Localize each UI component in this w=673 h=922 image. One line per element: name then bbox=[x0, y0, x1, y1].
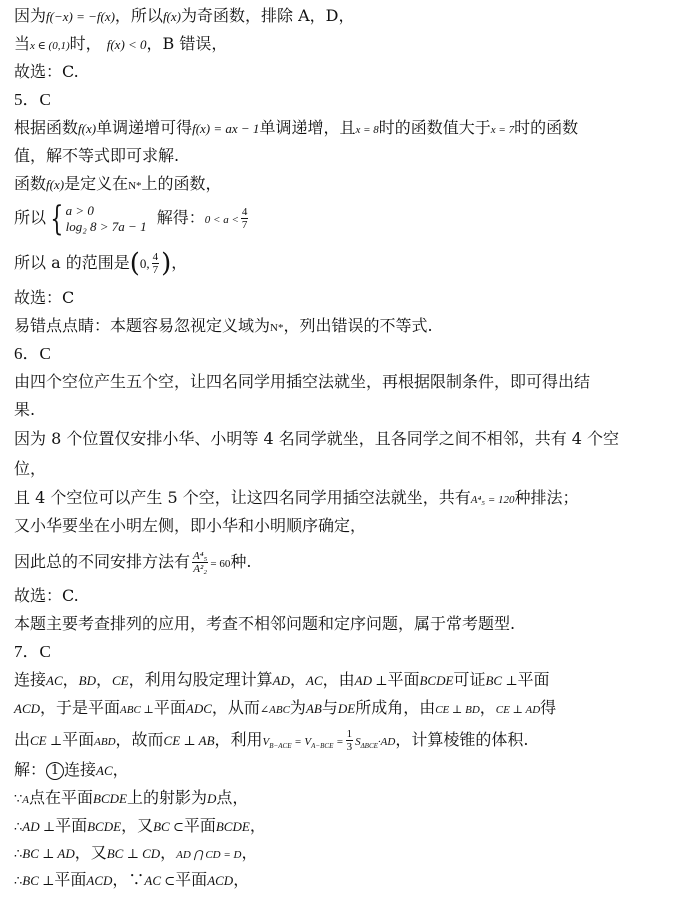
text: 可证 bbox=[453, 670, 486, 689]
text: 平面 bbox=[183, 816, 216, 835]
text: 平面 bbox=[54, 870, 87, 889]
math: ABC ⊥ bbox=[120, 704, 154, 716]
question-number: 6．C bbox=[14, 344, 51, 363]
math: ABD bbox=[94, 736, 116, 748]
fraction bbox=[192, 550, 208, 575]
text: ，由 bbox=[322, 670, 355, 689]
text-line bbox=[14, 870, 665, 891]
text: ，利用 bbox=[214, 730, 263, 749]
text: 解： bbox=[14, 760, 47, 779]
text: ，又 bbox=[121, 816, 154, 835]
paren: ) bbox=[161, 248, 172, 279]
question-number: 5．C bbox=[14, 90, 51, 109]
text-line bbox=[14, 670, 665, 691]
math: log₂ 8 > 7a − 1 bbox=[65, 218, 147, 234]
math: f(x) bbox=[162, 9, 181, 24]
math: BCDE bbox=[93, 791, 127, 806]
fraction bbox=[346, 728, 354, 753]
inequality-system bbox=[66, 203, 147, 235]
numerator: 4 bbox=[241, 206, 248, 218]
text: 点在平面 bbox=[29, 788, 94, 807]
text: ， bbox=[241, 843, 258, 862]
text: 平面 bbox=[153, 698, 186, 717]
text-line bbox=[14, 544, 665, 582]
therefore-symbol: ∴ bbox=[14, 819, 23, 834]
text: ， bbox=[160, 843, 177, 862]
math: BC ⊥ bbox=[485, 673, 518, 688]
text-line bbox=[14, 816, 665, 837]
text: 所成角，由 bbox=[355, 698, 436, 717]
text: 根据函数 bbox=[14, 118, 79, 137]
text: 出 bbox=[14, 730, 31, 749]
volume-formula bbox=[262, 736, 344, 751]
text-line bbox=[14, 488, 665, 510]
math: f(x) bbox=[78, 121, 97, 136]
text: 因为 bbox=[14, 6, 47, 25]
math: = V bbox=[291, 736, 312, 748]
text: ，于是平面 bbox=[40, 698, 121, 717]
text: 且 4 个空位可以产生 5 个空，让这四名同学用插空法就坐，共有 bbox=[14, 488, 471, 507]
text: ，计算棱锥的体积. bbox=[395, 730, 529, 749]
text-line bbox=[14, 843, 665, 865]
text-line bbox=[14, 174, 665, 196]
math: ACD bbox=[14, 701, 40, 716]
text: ，列出错误的不等式. bbox=[283, 316, 433, 335]
math: x = 8 bbox=[355, 124, 379, 136]
math: = 60 bbox=[210, 558, 231, 570]
text: 平面 bbox=[175, 870, 208, 889]
text: ， bbox=[233, 870, 250, 889]
text-line bbox=[14, 118, 665, 140]
math: AC ⊂ bbox=[144, 873, 176, 888]
math: D bbox=[207, 791, 217, 806]
math: AD ⊥ bbox=[354, 673, 388, 688]
text-line: 本题主要考查排列的应用，考查不相邻问题和定序问题，属于常考题型. bbox=[14, 614, 516, 633]
math: ACD bbox=[86, 873, 113, 888]
text: 是定义在 bbox=[64, 174, 129, 193]
math: ΔBCE bbox=[360, 742, 378, 751]
math: N* bbox=[128, 180, 142, 192]
math: BCDE bbox=[87, 819, 122, 834]
text: ， bbox=[96, 670, 113, 689]
text: 时， bbox=[69, 34, 102, 53]
denominator: 3 bbox=[346, 741, 353, 753]
text: 函数 bbox=[14, 174, 47, 193]
text: 种排法； bbox=[514, 488, 579, 507]
math: x = 7 bbox=[490, 124, 515, 136]
math: AB bbox=[305, 701, 322, 716]
math: f(x) < 0 bbox=[106, 37, 147, 52]
text: ，∵ bbox=[112, 870, 145, 889]
denominator: 7 bbox=[152, 264, 159, 276]
text: 平面 bbox=[387, 670, 420, 689]
answer-line: 故选：C. bbox=[14, 586, 79, 605]
text: 上的函数， bbox=[141, 174, 222, 193]
text-line: 因为 8 个位置仅安排小华、小明等 4 名同学就坐，且各同学之间不相邻，共有 4 个空 bbox=[14, 429, 620, 448]
text: ，故而 bbox=[115, 730, 164, 749]
math: S bbox=[355, 736, 361, 748]
answer-line: 故选：C. bbox=[14, 62, 79, 81]
text-line: 由四个空位产生五个空，让四名同学用插空法就坐，再根据限制条件，即可得出结 bbox=[14, 372, 591, 391]
text: ，B 错误， bbox=[146, 34, 228, 53]
math: A bbox=[22, 794, 30, 806]
math: BD bbox=[78, 673, 96, 688]
answer-line: 故选：C bbox=[14, 288, 75, 307]
math: B−ACE bbox=[269, 742, 292, 751]
text: ， bbox=[290, 670, 307, 689]
numerator: 1 bbox=[346, 728, 353, 740]
text: ，从而 bbox=[211, 698, 260, 717]
math: ·AD bbox=[377, 736, 396, 748]
math: ACD bbox=[207, 873, 234, 888]
math: AC bbox=[46, 673, 63, 688]
fraction bbox=[152, 251, 160, 276]
math: BC ⊥ AD bbox=[22, 846, 75, 861]
therefore-symbol: ∴ bbox=[14, 873, 23, 888]
math: ∠ABC bbox=[259, 704, 290, 716]
math: DE bbox=[337, 701, 356, 716]
paren: ( bbox=[129, 248, 140, 279]
numerator: 4 bbox=[152, 251, 159, 263]
math: x ∈ (0,1) bbox=[30, 40, 70, 52]
text: 平面 bbox=[55, 816, 88, 835]
math: BC ⊥ CD bbox=[106, 846, 161, 861]
brace: { bbox=[50, 198, 64, 239]
numerator: A⁴₅ bbox=[193, 550, 208, 562]
text: 单调递增可得 bbox=[96, 118, 193, 137]
text: 因此总的不同安排方法有 bbox=[14, 552, 191, 571]
math: AC bbox=[96, 763, 113, 778]
text: 点， bbox=[216, 788, 249, 807]
denominator: A²₂ bbox=[193, 563, 208, 575]
text-line: 又小华要坐在小明左侧，即小华和小明顺序确定， bbox=[14, 516, 367, 535]
math: f(x) bbox=[46, 177, 65, 192]
text-line: 果. bbox=[14, 400, 36, 419]
text: 平面 bbox=[62, 730, 95, 749]
text-line bbox=[14, 34, 665, 56]
area-term bbox=[355, 736, 396, 751]
math: a > 0 bbox=[65, 202, 94, 218]
math: AD ⋂ CD = D bbox=[176, 849, 242, 861]
math: AD ⊥ bbox=[22, 819, 56, 834]
text: 连接 bbox=[14, 670, 47, 689]
denominator: 7 bbox=[241, 219, 248, 231]
text: 上的射影为 bbox=[126, 788, 207, 807]
math: AC bbox=[306, 673, 323, 688]
text: 所以 a 的范围是 bbox=[14, 253, 130, 272]
math: AD bbox=[272, 673, 290, 688]
text: ，又 bbox=[74, 843, 107, 862]
text-line bbox=[14, 760, 665, 781]
text: 为奇函数，排除 A，D， bbox=[180, 6, 355, 25]
text-line: 位， bbox=[14, 459, 47, 478]
text-line bbox=[14, 6, 665, 27]
text: ，利用勾股定理计算 bbox=[128, 670, 273, 689]
text: 时的函数值大于 bbox=[378, 118, 491, 137]
text: 解得： bbox=[156, 208, 205, 227]
text: 所以 bbox=[14, 208, 47, 227]
text: ， bbox=[249, 816, 266, 835]
math: CE bbox=[112, 673, 129, 688]
because-symbol: ∵ bbox=[14, 791, 23, 806]
text-line bbox=[14, 722, 665, 764]
text: 为 bbox=[289, 698, 306, 717]
question-number: 7．C bbox=[14, 642, 51, 661]
math: BCDE bbox=[215, 819, 250, 834]
text-line bbox=[14, 200, 665, 238]
text: 种. bbox=[230, 552, 252, 571]
text: 得 bbox=[540, 698, 557, 717]
text: 平面 bbox=[517, 670, 550, 689]
math: BCDE bbox=[419, 673, 454, 688]
text-line bbox=[14, 788, 665, 810]
math: BC ⊥ bbox=[22, 873, 55, 888]
math: CE ⊥ AB bbox=[163, 733, 215, 748]
math: CE ⊥ AD bbox=[495, 704, 541, 716]
text: 与 bbox=[321, 698, 338, 717]
math: 0 < a < bbox=[204, 214, 239, 226]
text-line: 值，解不等式即可求解. bbox=[14, 146, 180, 165]
math: CE ⊥ bbox=[30, 733, 63, 748]
math: f(−x) = −f(x) bbox=[46, 9, 115, 24]
text: 时的函数 bbox=[514, 118, 579, 137]
math: 0, bbox=[139, 256, 150, 271]
math: A−BCE bbox=[311, 742, 334, 751]
text: ， bbox=[479, 698, 496, 717]
math: V bbox=[262, 736, 270, 748]
text: ， bbox=[171, 253, 188, 272]
text: 当 bbox=[14, 34, 31, 53]
math: CE ⊥ BD bbox=[435, 704, 480, 716]
math: f(x) = ax − 1 bbox=[192, 121, 260, 136]
math: N* bbox=[270, 322, 284, 334]
text: ， bbox=[62, 670, 79, 689]
therefore-symbol: ∴ bbox=[14, 846, 23, 861]
text: 单调递增，且 bbox=[259, 118, 356, 137]
text: 连接 bbox=[64, 760, 97, 779]
math: A⁴₅ = 120 bbox=[470, 494, 515, 506]
text-line bbox=[14, 698, 665, 720]
math: = bbox=[333, 736, 344, 748]
text: ，所以 bbox=[114, 6, 163, 25]
text-line bbox=[14, 245, 665, 282]
circled-number: 1 bbox=[46, 762, 64, 780]
text: ， bbox=[112, 760, 129, 779]
text-line bbox=[14, 316, 665, 338]
math: ADC bbox=[185, 701, 212, 716]
text: 易错点点睛：本题容易忽视定义域为 bbox=[14, 316, 271, 335]
fraction bbox=[241, 206, 249, 231]
math: BC ⊂ bbox=[153, 819, 184, 834]
